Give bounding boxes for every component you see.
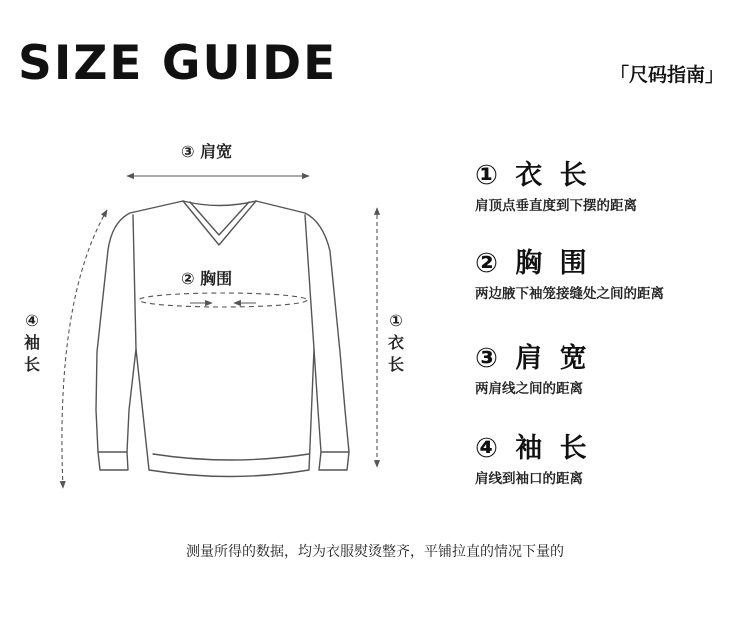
legend-description: 两边腋下袖笼接缝处之间的距离 (475, 286, 664, 302)
sweater-outline (96, 201, 349, 477)
sleeve-measure (62, 210, 107, 488)
sleeve-label-number: ④ (25, 311, 39, 330)
legend-description: 两肩线之间的距离 (475, 381, 583, 397)
hem-rib (153, 454, 309, 460)
shoulder-label: ③ 肩宽 (181, 142, 233, 161)
legend-heading: ② 胸 围 (475, 248, 591, 279)
legend-heading: ④ 袖 长 (475, 433, 591, 464)
chest-measure (139, 293, 307, 307)
left-sleeve-seam (133, 215, 136, 349)
legend-item-shoulder (475, 345, 745, 397)
length-label (385, 310, 407, 376)
legend-item-sleeve (475, 435, 745, 487)
legend-item-length (475, 162, 745, 214)
sleeve-label-char-2: 长 (23, 355, 40, 374)
neckline-inner (190, 202, 249, 235)
legend-heading: ③ 肩 宽 (475, 343, 591, 374)
legend-heading: ① 衣 长 (475, 160, 591, 191)
legend-description: 肩线到袖口的距离 (475, 471, 583, 487)
chest-label: ② 胸围 (181, 269, 233, 288)
length-label-char-2: 长 (387, 355, 404, 374)
length-label-char-1: 衣 (387, 333, 404, 352)
legend-description: 肩顶点垂直度到下摆的距离 (475, 198, 637, 214)
measurement-note: 测量所得的数据，均为衣服熨烫整齐，平铺拉直的情况下量的 (186, 544, 564, 560)
neckline-outer (183, 201, 256, 245)
sleeve-label (21, 310, 43, 376)
legend-item-chest (475, 250, 745, 302)
right-sleeve-seam (305, 215, 314, 349)
length-label-number: ① (389, 311, 403, 330)
page-subtitle: 「尺码指南」 (609, 64, 724, 86)
neckline-back (183, 201, 256, 206)
page-title: SIZE GUIDE (18, 36, 338, 91)
sleeve-label-char-1: 袖 (23, 333, 40, 352)
